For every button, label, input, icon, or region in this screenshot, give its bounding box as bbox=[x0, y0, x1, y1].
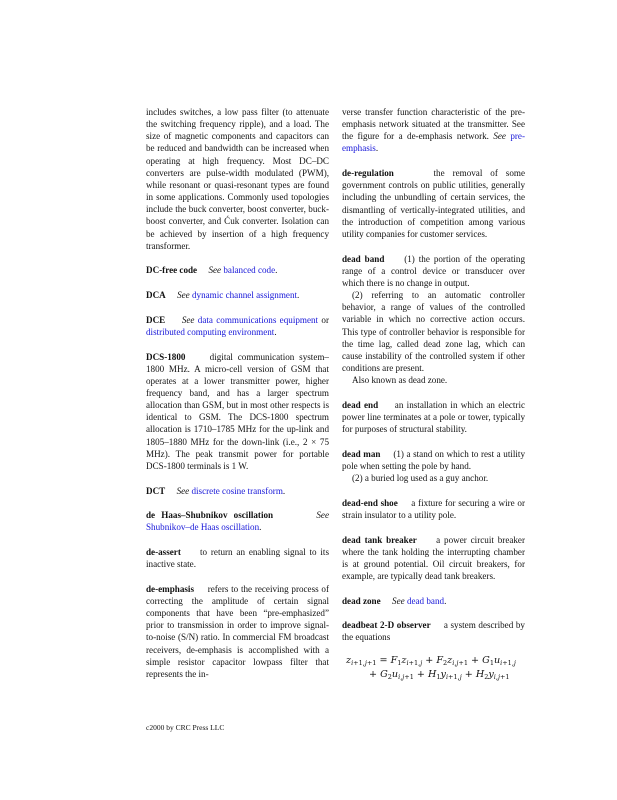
entry-de-emphasis-continued: verse transfer function characteristic of the pre-emphasis network situated at the transmitter. See the figure for a de-emphasis network. See pre-emphasis. bbox=[342, 107, 525, 154]
entry-dead-end-shoe bbox=[342, 497, 525, 521]
entry-term: de-regulation bbox=[342, 168, 394, 179]
entry-text: (2) a buried log used as a guy anchor. bbox=[352, 473, 489, 484]
entry-dead-end bbox=[342, 399, 525, 435]
entry-dce: DCE See data communications equipment or distributed computing environment. bbox=[146, 314, 329, 337]
entry-term: DCS-1800 bbox=[146, 351, 186, 362]
entry-text: (1) a stand on which to rest a utility pole when setting the pole by hand. bbox=[342, 448, 525, 471]
see-label: See bbox=[177, 290, 190, 301]
entry-dc-dc-converter-continued bbox=[146, 106, 329, 252]
entry-de-assert bbox=[146, 546, 329, 570]
link-distributed-computing-environment[interactable]: distributed computing environment bbox=[146, 326, 275, 337]
entry-dca: DCA See dynamic channel assignment. bbox=[146, 290, 300, 301]
entry-term: deadbeat 2-D observer bbox=[342, 620, 431, 631]
entry-term: dead-end shoe bbox=[342, 497, 398, 508]
right-column bbox=[342, 106, 525, 682]
entry-dc-free-code: DC-free code See balanced code. bbox=[146, 265, 278, 276]
entry-term: de-assert bbox=[146, 547, 181, 558]
link-shubnikov-de-haas-oscillation[interactable]: Shubnikov–de Haas oscillation bbox=[146, 522, 260, 533]
entry-term: DC-free code bbox=[146, 265, 198, 276]
see-label: See bbox=[392, 595, 405, 606]
entry-text: a power circuit breaker where the tank holding the interrupting chamber is at ground potential. Oil circuit breakers, for example, are typically dead tank breakers. bbox=[342, 534, 525, 581]
entry-de-emphasis bbox=[146, 583, 329, 680]
entry-text: (1) the portion of the operating range of a control device or transducer over which there is no change in output. bbox=[342, 253, 525, 288]
entry-term: dead man bbox=[342, 448, 381, 459]
copyright-footer: c2000 by CRC Press LLC bbox=[146, 723, 225, 732]
entry-text: includes switches, a low pass filter (to attenuate the switching frequency ripple), and a load. The size of magnetic components and capacitors can be reduced and bandwidth can be increased when operating at high frequency. Most DC–DC converters are pulse-width modulated (PWM), while resonant or quasi-resonant types are found in some applications. Commonly used topologies include the buck converter, boost converter, buck-boost converter, and Ćuk converter. Isolation can be achieved by insertion of a high frequency transformer. bbox=[146, 107, 329, 251]
equation-line-2: + $G_2u_{i,j+1} + H_1y_{i+1,j} + H_2y_{i,j+1}$ bbox=[369, 668, 510, 681]
entry-de-regulation bbox=[342, 167, 525, 240]
entry-term: DCE bbox=[146, 314, 166, 325]
entry-term: dead end bbox=[342, 399, 379, 410]
entry-text: refers to the receiving process of correcting the amplitude of certain signal components that have been “pre-emphasized” prior to transmission in order to improve signal-to-noise (S/N) ratio. In commercial FM broadcast receivers, de-emphasis is accomplished with a simple resistor capacitor lowpass filter that represents the in- bbox=[146, 583, 329, 679]
link-data-communications-equipment[interactable]: data communications equipment bbox=[197, 314, 319, 325]
entry-dead-tank-breaker bbox=[342, 534, 525, 583]
entry-text: a system described by the equations bbox=[342, 620, 525, 643]
see-label: See bbox=[316, 510, 329, 521]
entry-text: digital communication system–1800 MHz. A micro-cell version of GSM that operates at a lower transmitter power, higher frequency band, and has a larger spectrum allocation than GSM, but in most other respects is identical to GSM. The DCS-1800 spectrum allocation is 1710–1785 MHz for the up-link and 1805–1880 MHz for the down-link (i.e., 2 × 75 MHz). The peak transmit power for portable DCS-1800 terminals is 1 W. bbox=[146, 351, 329, 471]
entry-deadbeat-2d-observer bbox=[342, 619, 525, 681]
entry-term: dead tank breaker bbox=[342, 534, 417, 545]
entry-dct: DCT See discrete cosine transform. bbox=[146, 485, 286, 496]
entry-text: a fixture for securing a wire or strain insulator to a utility pole. bbox=[342, 497, 525, 520]
entry-term: DCT bbox=[146, 485, 166, 496]
entry-term: dead zone bbox=[342, 595, 381, 606]
observer-equation bbox=[342, 654, 525, 682]
entry-text: verse transfer function characteristic of the pre-emphasis network situated at the transmitter. See the figure for a de-emphasis network. bbox=[342, 107, 525, 142]
link-pre-emphasis[interactable]: pre-emphasis bbox=[342, 131, 525, 154]
link-balanced-code[interactable]: balanced code bbox=[223, 265, 276, 276]
entry-text: Also known as dead zone. bbox=[352, 375, 448, 386]
entry-de-haas-shubnikov-oscillation: de Haas–Shubnikov oscillation See Shubnikov–de Haas oscillation. bbox=[146, 510, 329, 533]
equation-line-1: $z_{i+1,j+1} = F_1z_{i+1,j} + F_2z_{i,j+1} + G_1u_{i+1,j}$ bbox=[346, 654, 516, 667]
entry-text: (2) referring to an automatic controller behavior, a range of values of the controlled variable in which no corrective action occurs. This type of controller behavior is responsible for the time lag, called dead zone lag, which can cause instability of the controlled system if other conditions are present. bbox=[342, 290, 525, 373]
entry-term: dead band bbox=[342, 253, 385, 264]
see-label: See bbox=[493, 131, 506, 142]
entry-term: de Haas–Shubnikov oscillation bbox=[146, 510, 274, 521]
left-column bbox=[146, 106, 329, 693]
entry-dead-man bbox=[342, 448, 525, 484]
entry-text: to return an enabling signal to its inactive state. bbox=[146, 547, 329, 570]
link-discrete-cosine-transform[interactable]: discrete cosine transform bbox=[191, 485, 283, 496]
link-dynamic-channel-assignment[interactable]: dynamic channel assignment bbox=[191, 290, 298, 301]
entry-text: an installation in which an electric power line terminates at a pole or tower, typically for purposes of structural stability. bbox=[342, 399, 526, 435]
entry-dcs-1800 bbox=[146, 351, 329, 473]
entry-term: DCA bbox=[146, 290, 166, 301]
entry-dead-zone: dead zone See dead band. bbox=[342, 595, 447, 606]
link-dead-band[interactable]: dead band bbox=[406, 595, 445, 606]
see-label: See bbox=[208, 265, 222, 276]
entry-term: de-emphasis bbox=[146, 583, 194, 594]
see-label: See bbox=[176, 485, 190, 496]
entry-dead-band bbox=[342, 253, 525, 387]
see-label: See bbox=[181, 314, 195, 325]
entry-text: the removal of some government controls on public utilities, generally including the unbundling of certain services, the dismantling of vertically-integrated utilities, and the introduction of competition among various utility companies for customer services. bbox=[342, 168, 525, 239]
